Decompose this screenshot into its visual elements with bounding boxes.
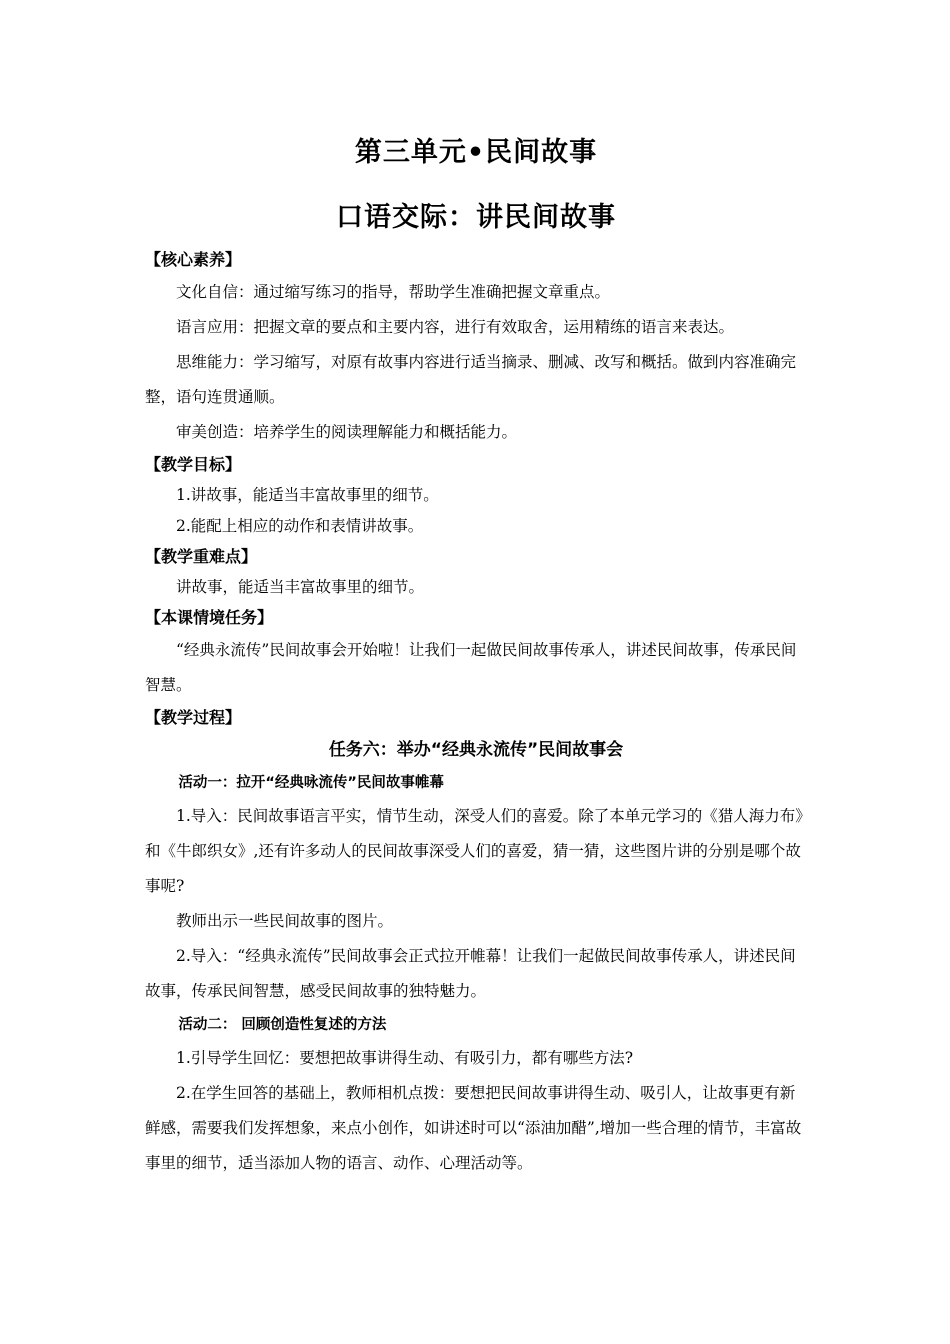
section-heading-process: 【教学过程】 [145,708,242,727]
goal-item-1: 1.讲故事，能适当丰富故事里的细节。 [176,486,439,504]
activity-1-item-2: 教师出示一些民间故事的图片。 [176,912,394,930]
core-item-aesthetic: 审美创造：培养学生的阅读理解能力和概括能力。 [176,423,518,441]
activity-2-item-2: 2.在学生回答的基础上，教师相机点拨：要想把民间故事讲得生动、吸引人，让故事更有新鲜感，需要我们发挥想象，来点小创作，如讲述时可以“添油加醋”,增加一些合理的情节，丰富故事里的细节，适当添加人物的语言、动作、心理活动等。 [145,1084,802,1172]
lesson-title: 口语交际：讲民间故事 [336,202,616,233]
key-item-1: 讲故事，能适当丰富故事里的细节。 [176,578,425,596]
section-heading-key: 【教学重难点】 [145,547,258,566]
activity-1-item-3: 2.导入：“经典永流传”民间故事会正式拉开帷幕！让我们一起做民间故事传承人，讲述民间故事，传承民间智慧，感受民间故事的独特魅力。 [145,947,796,1000]
core-item-culture: 文化自信：通过缩写练习的指导，帮助学生准确把握文章重点。 [176,283,611,301]
task-title: 任务六：举办“经典永流传”民间故事会 [328,740,624,760]
core-item-language: 语言应用：把握文章的要点和主要内容，进行有效取舍，运用精练的语言来表达。 [176,318,735,336]
core-item-thinking: 思维能力：学习缩写，对原有故事内容进行适当摘录、删减、改写和概括。做到内容准确完整，语句连贯通顺。 [145,353,797,406]
activity-2-title: 活动二： 回顾创造性复述的方法 [178,1017,387,1033]
unit-title: 第三单元•民间故事 [354,137,598,168]
section-heading-context: 【本课情境任务】 [145,608,274,627]
activity-2-item-1: 1.引导学生回忆：要想把故事讲得生动、有吸引力，都有哪些方法? [176,1049,634,1067]
section-heading-goals: 【教学目标】 [145,455,242,474]
activity-1-title: 活动一：拉开“经典咏流传”民间故事帷幕 [178,775,444,791]
section-heading-core: 【核心素养】 [145,250,242,269]
document-page [145,128,807,1181]
context-item-1: “经典永流传”民间故事会开始啦！让我们一起做民间故事传承人，讲述民间故事，传承民间智慧。 [145,641,797,694]
activity-1-item-1: 1.导入：民间故事语言平实，情节生动，深受人们的喜爱。除了本单元学习的《猎人海力布》和《牛郎织女》,还有许多动人的民间故事深受人们的喜爱，猜一猜，这些图片讲的分别是哪个故事呢? [145,807,804,895]
goal-item-2: 2.能配上相应的动作和表情讲故事。 [176,517,424,535]
